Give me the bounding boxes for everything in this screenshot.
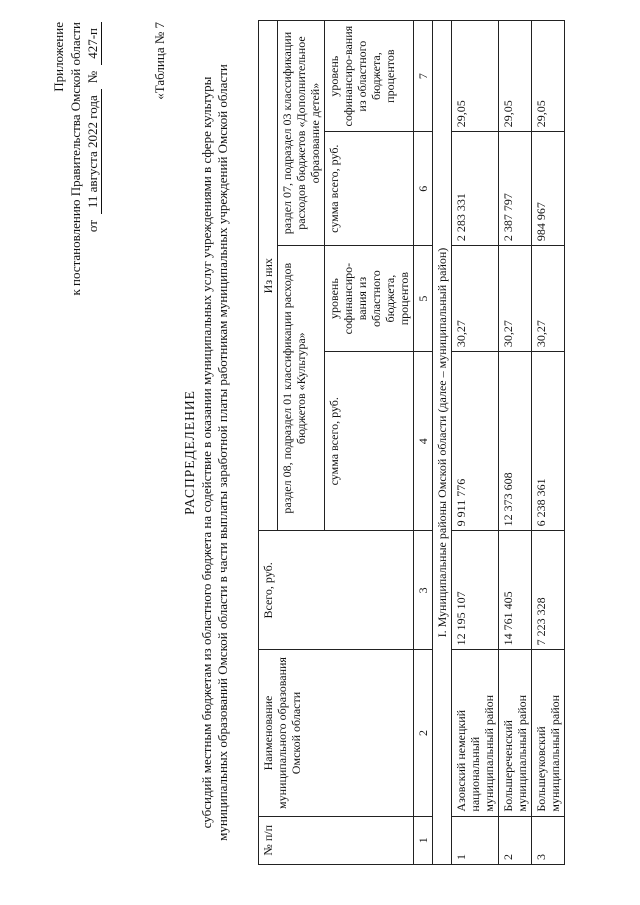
section-title: I. Муниципальные районы Омской области (далее – муниципальный район) [433, 21, 452, 865]
row-number: 3 [532, 816, 565, 864]
culture-level: 30,27 [532, 246, 565, 352]
header-level-1: уровень софинансиро-вания из областного бюджета, процентов [325, 246, 414, 352]
header-group-culture: раздел 08, подраздел 01 классификации расходов бюджетов «Культура» [278, 246, 325, 531]
col-number: 3 [414, 531, 433, 650]
row-number: 2 [499, 816, 532, 864]
education-sum: 984 967 [532, 132, 565, 246]
decree-date: 11 августа 2022 года [84, 89, 102, 214]
education-level: 29,05 [499, 21, 532, 132]
appendix-date-line [84, 22, 102, 382]
col-number: 4 [414, 352, 433, 531]
document-subtitle: субсидий местным бюджетам из областного бюджета на содействие в оказании муниципальных услуг учреждениями в сфере культуры муниципальных образований Омской области в части выплаты заработной платы работникам муниципальных учреждений Омской области [199, 64, 230, 841]
from-label: от [85, 220, 100, 233]
culture-sum: 12 373 608 [499, 352, 532, 531]
culture-level: 30,27 [499, 246, 532, 352]
col-number: 5 [414, 246, 433, 352]
municipality-name: Большереченский муниципальный район [499, 650, 532, 816]
municipality-name: Большеуковский муниципальный район [532, 650, 565, 816]
total-amount: 12 195 107 [452, 531, 499, 650]
header-num: № п/п [259, 816, 414, 864]
education-level: 29,05 [452, 21, 499, 132]
header-sum-2: сумма всего, руб. [325, 132, 414, 246]
culture-sum: 6 238 361 [532, 352, 565, 531]
header-level-2: уровень софинансиро-вания из областного бюджета, процентов [325, 21, 414, 132]
column-number-row [414, 21, 433, 865]
table-row [499, 21, 532, 865]
header-group-education: раздел 07, подраздел 03 классификации расходов бюджетов «Дополнительное образование детей» [278, 21, 325, 246]
total-amount: 7 223 328 [532, 531, 565, 650]
col-number: 1 [414, 816, 433, 864]
total-amount: 14 761 405 [499, 531, 532, 650]
col-number: 7 [414, 21, 433, 132]
education-sum: 2 387 797 [499, 132, 532, 246]
header-including: Из них [259, 21, 278, 531]
row-number: 1 [452, 816, 499, 864]
education-sum: 2 283 331 [452, 132, 499, 246]
table-number: «Таблица № 7 [152, 22, 167, 100]
number-label: № [85, 70, 100, 84]
header-sum-1: сумма всего, руб. [325, 352, 414, 531]
section-row [433, 21, 452, 865]
decree-number: 427-п [84, 22, 102, 65]
municipality-name: Азовский немецкий национальный муниципальный район [452, 650, 499, 816]
header-total: Всего, руб. [259, 531, 414, 650]
culture-sum: 9 911 776 [452, 352, 499, 531]
culture-level: 30,27 [452, 246, 499, 352]
education-level: 29,05 [532, 21, 565, 132]
header-name: Наименование муниципального образования Омской области [259, 650, 414, 816]
table-row [452, 21, 499, 865]
table-row [532, 21, 565, 865]
appendix-header [50, 22, 102, 382]
col-number: 6 [414, 132, 433, 246]
col-number: 2 [414, 650, 433, 816]
appendix-label: Приложение [51, 22, 66, 92]
distribution-table [258, 20, 565, 865]
appendix-decree: к постановлению Правительства Омской области [68, 22, 83, 296]
document-title: РАСПРЕДЕЛЕНИЕ [182, 390, 197, 515]
